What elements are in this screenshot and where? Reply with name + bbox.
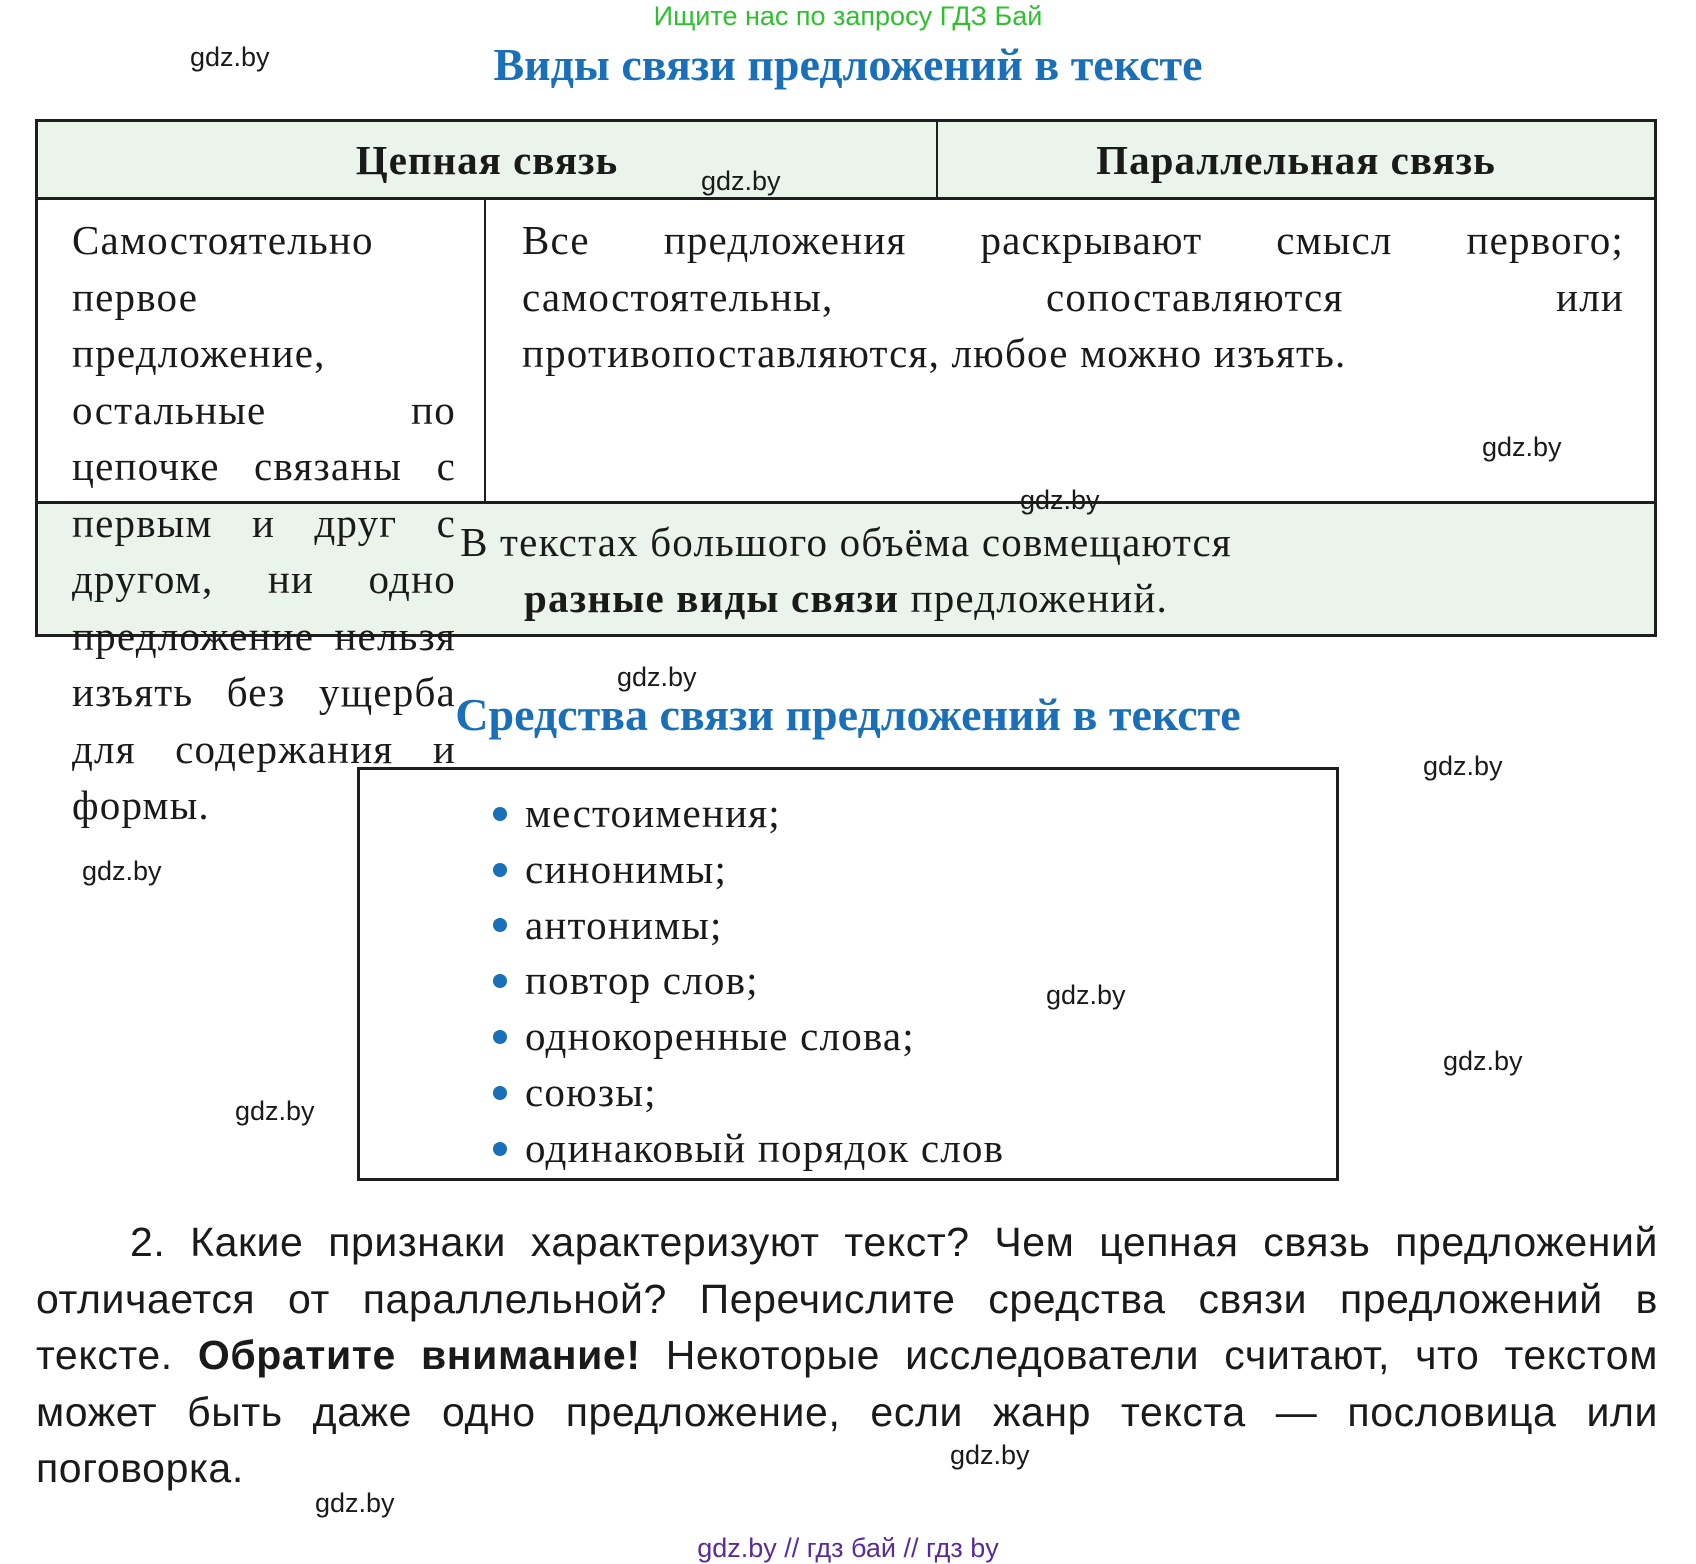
- footer-line-1: В текстах большого объёма совмещаются: [460, 519, 1232, 565]
- watermark: gdz.by: [1020, 485, 1100, 515]
- list-item-text: антонимы;: [525, 901, 723, 948]
- list-item-text: местоимения;: [525, 790, 781, 836]
- bullet-icon: [493, 918, 507, 932]
- list-item-text: однокоренные слова;: [525, 1013, 915, 1060]
- task-attention: Обратите внимание!: [197, 1332, 641, 1378]
- section-title-types: Виды связи предложений в тексте: [493, 39, 1203, 90]
- means-list-box: [357, 767, 1339, 1181]
- watermark: gdz.by: [315, 1488, 395, 1518]
- list-item: [493, 1009, 1004, 1065]
- means-list: [493, 786, 1004, 1177]
- task-text-rest: Некоторые исследователи считают, что текстом может быть даже одно предложение, если жанр текста — пословица или поговорка.: [36, 1332, 1658, 1491]
- bullet-icon: [493, 1086, 507, 1100]
- section-title-means: Средства связи предложений в тексте: [455, 689, 1241, 740]
- footer-rest: предложений.: [899, 575, 1168, 621]
- bullet-icon: [493, 807, 507, 821]
- task-text: 2. Какие признаки характеризуют текст? Чем цепная связь предложений отличается от параллельной? Перечислите средства связи предложений в тексте.: [36, 1219, 1658, 1378]
- watermark: gdz.by: [235, 1096, 315, 1126]
- watermark: gdz.by: [1046, 980, 1126, 1010]
- task-paragraph: [36, 1214, 1658, 1497]
- cell-parallel-description: Все предложения раскрывают смысл первого; самостоятельны, сопоставляются или противопоставляются, любое можно изъять.: [521, 217, 1624, 376]
- bullet-icon: [493, 974, 507, 988]
- bullet-icon: [493, 1030, 507, 1044]
- watermark: gdz.by: [1482, 432, 1562, 462]
- list-item-text: союзы;: [525, 1068, 657, 1115]
- list-item-text: повтор слов;: [525, 957, 759, 1004]
- list-item: [493, 953, 1004, 1009]
- list-item: [493, 1121, 1004, 1177]
- bullet-icon: [493, 1142, 507, 1156]
- watermark: gdz.by: [190, 42, 270, 72]
- watermark: gdz.by: [1443, 1046, 1523, 1076]
- watermark: gdz.by: [950, 1440, 1030, 1470]
- bullet-icon: [493, 863, 507, 877]
- footer-bold: разные виды связи: [524, 575, 900, 621]
- cell-chain-description: Самостоятельно первое предложение, остальные по цепочке связаны с первым и друг с другом, ни одно предложение нельзя изъять без ущерба для содержания и формы.: [38, 200, 486, 501]
- watermark: gdz.by: [82, 856, 162, 886]
- list-item: [493, 898, 1004, 954]
- list-item: [493, 786, 1004, 842]
- footer-links: gdz.by // гдз бай // гдз by: [697, 1533, 999, 1563]
- watermark: gdz.by: [617, 662, 697, 692]
- list-item-text: синонимы;: [525, 845, 728, 892]
- table-header-row: [38, 122, 1654, 200]
- watermark: gdz.by: [1423, 751, 1503, 781]
- list-item-text: одинаковый порядок слов: [525, 1124, 1005, 1171]
- promo-banner: Ищите нас по запросу ГДЗ Бай: [653, 1, 1043, 31]
- header-parallel: Параллельная связь: [1096, 136, 1496, 183]
- list-item: [493, 1065, 1004, 1121]
- list-item: [493, 842, 1004, 898]
- watermark: gdz.by: [701, 166, 781, 196]
- header-chain: Цепная связь: [38, 122, 938, 197]
